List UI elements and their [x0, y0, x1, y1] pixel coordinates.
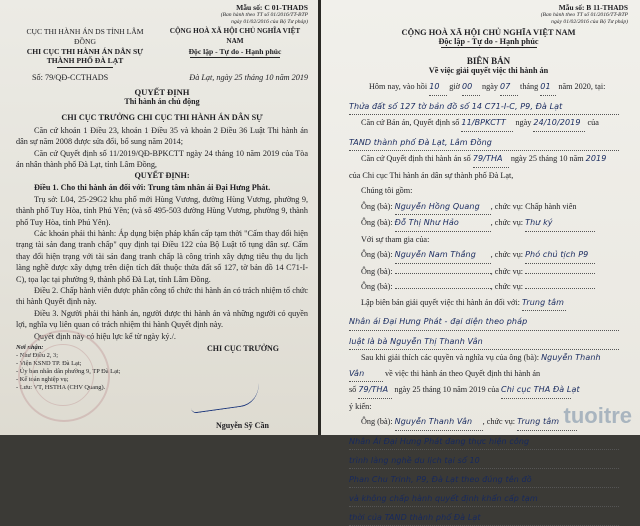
motto-line: Độc lập - Tự do - Hạnh phúc: [188, 46, 282, 56]
participant-row: [349, 199, 628, 216]
person-name: Vân: [349, 366, 383, 383]
court-value: TAND thành phố Đà Lạt, Lâm Đồng: [349, 135, 619, 152]
effect-clause: Quyết định này có hiệu lực kể từ ngày ký./.: [34, 331, 176, 341]
minutes-document: [321, 0, 640, 522]
participant-name: Đỗ Thị Như Hảo: [395, 215, 491, 232]
blank-field: [395, 288, 491, 289]
divider: [190, 57, 280, 58]
subject-value: luật là bà Nguyễn Thị Thanh Vân: [349, 334, 619, 351]
text: Căn cứ Bản án, Quyết định số: [361, 118, 460, 127]
blank-field: [525, 288, 595, 289]
text: ngày 25 tháng 10 năm: [510, 154, 584, 163]
text: năm: [558, 82, 573, 91]
document-header: [16, 27, 308, 68]
signer-title: CHI CỤC TRƯỞNG: [206, 344, 279, 354]
text: Ông (bà):: [361, 266, 393, 276]
decision-subtitle: Thi hành án chủ động: [124, 96, 200, 106]
minutes-subtitle: Về việc giải quyết việc thi hành án: [428, 66, 549, 75]
day-value: 07: [500, 79, 518, 96]
subject-row: [349, 295, 628, 312]
article-1-body: Trụ sở: L04, 25-29G2 khu phố mới Hùng Vương, đường Hùng Vương, phường 9, thành phố Tuy Hòa, tỉnh Phú Yên; (và số 495-503 đường Hùng Vương, phường 9, thành phố Tuy Hòa, tỉnh Phú Yên).: [16, 194, 308, 227]
text: của: [587, 118, 599, 127]
text: Lập biên bản giải quyết việc thi hành án đối với:: [361, 297, 520, 307]
minute-value: 00: [462, 79, 480, 96]
issuing-organization: [16, 27, 154, 68]
national-motto: [162, 27, 308, 68]
decision-number: Số: 79/QĐ-CCTHADS: [32, 73, 109, 83]
recipient: - Kế toán nghiệp vụ;: [16, 376, 69, 384]
opinion-text: Phan Chu Trinh, P9, Đà Lạt theo đúng tên đồ: [349, 473, 619, 488]
judgment-date: 24/10/2019: [533, 115, 585, 132]
attendee-name: Nguyễn Nam Thắng: [395, 247, 491, 264]
opinion-text: thời của TAND thành phố Đà Lạt: [349, 511, 619, 526]
form-note: ngày 01/02/2016 của Bộ Tư pháp): [551, 19, 628, 25]
form-code: Mẫu số: C 01-THADS: [236, 3, 308, 12]
form-code: Mẫu số: B 11-THADS: [558, 3, 628, 12]
subject-value: Trung tâm: [522, 295, 566, 312]
text: Ông (bà):: [361, 282, 393, 291]
person-name: Nguyễn Thanh: [541, 353, 601, 362]
judgment-number: 11/BPKCTT: [461, 115, 513, 132]
text: giờ: [449, 82, 460, 91]
participant-role: Chấp hành viên: [525, 201, 577, 211]
year-value: 2020, tại:: [574, 82, 606, 91]
recipients-title: Nơi nhận:: [16, 344, 44, 352]
decision-number: 79/THA: [473, 151, 509, 168]
number-date-row: [16, 72, 308, 84]
text: Sau khi giải thích các quyền và nghĩa vụ của ông (bà):: [361, 353, 540, 362]
recipient: - Ủy ban nhân dân phường 9, TP Đà Lạt;: [16, 368, 121, 376]
text: Căn cứ Quyết định thi hành án số: [361, 154, 471, 163]
official-seal: [18, 330, 110, 422]
text: Ông (bà):: [361, 218, 393, 227]
participant-row: [349, 215, 628, 232]
subject-value: Nhân ái Đại Hưng Phát - đại diện theo pháp: [349, 314, 619, 331]
issuing-office: của Chi cục Thi hành án dân sự thành phố Đà Lạt,: [349, 170, 514, 180]
legal-basis: Căn cứ Quyết định số 11/2019/QĐ-BPKCTT ngày 24 tháng 10 năm 2019 của Tòa án nhân thành phố Đà Lạt, tỉnh Lâm Đồng,: [16, 148, 308, 169]
text: về việc thi hành án theo Quyết định thi hành án: [385, 368, 541, 378]
minutes-title: BIÊN BẢN: [466, 56, 511, 66]
divider: [441, 47, 537, 48]
participant-name: Nguyễn Hồng Quang: [395, 199, 491, 216]
opinion-text: Trung tâm: [517, 414, 577, 431]
text: , chức vụ:: [490, 250, 524, 259]
recipient: - Như Điều 2, 3;: [16, 352, 58, 360]
text: Ông (bà):: [361, 250, 393, 259]
text: , chức vụ:: [490, 201, 524, 211]
opinion-heading: ý kiến:: [349, 401, 372, 411]
person-name: Nguyễn Thanh Vân: [395, 414, 483, 431]
article-2: Điều 2. Chấp hành viên được phân công tổ chức thi hành án có trách nhiệm tổ chức thi hành Quyết định này.: [16, 286, 308, 307]
divider: [57, 67, 113, 68]
form-note: (Ban hành theo TT số 01/2016/TT-BTP: [540, 12, 628, 18]
text: ngày: [482, 82, 498, 91]
attendee-role: Phó chủ tịch P9: [525, 247, 595, 264]
text: ngày: [515, 118, 532, 127]
meeting-time: [349, 79, 628, 96]
nation-line: CỘNG HOÀ XÃ HỘI CHỦ NGHĨA VIỆT NAM: [169, 27, 301, 45]
org-line: CHI CỤC THI HÀNH ÁN DÂN SỰ: [26, 46, 144, 56]
opinion-text: Nhân Ái Đại Hưng Phát đang thực hiện công: [349, 435, 619, 450]
participants-heading: Chúng tôi gồm:: [361, 186, 413, 195]
month-value: 01: [540, 79, 556, 96]
article-1: Điều 1. Cho thi hành án đối với: Trung tâm nhân ái Đại Hưng Phát.: [34, 183, 271, 193]
attendee-row: [349, 247, 628, 264]
text: , chức vụ:: [490, 266, 524, 276]
legal-basis: Căn cứ khoản 1 Điều 23, khoản 1 Điều 35 và khoản 2 Điều 36 Luật Thi hành án dân sự năm 2008 được sửa đổi, bổ sung năm 2014;: [16, 125, 308, 147]
org-line: THÀNH PHỐ ĐÀ LẠT: [46, 56, 124, 66]
explanation-row: [349, 366, 628, 383]
office-value: Chi cục THA Đà Lạt: [501, 382, 571, 399]
hour-value: 10: [429, 79, 447, 96]
text: ngày 25 tháng 10 năm 2019 của: [394, 385, 499, 394]
attendee-row: [349, 279, 628, 295]
decision-title: QUYẾT ĐỊNH: [134, 86, 190, 97]
blank-field: [395, 273, 491, 274]
text: , chức vụ:: [482, 417, 516, 426]
recipient: - Lưu: VT, HSTHA (CHV Quang).: [16, 384, 106, 392]
text: , chức vụ:: [490, 218, 524, 227]
attendee-row: [349, 264, 628, 280]
text: Hôm nay, vào hồi: [369, 82, 428, 91]
text: Ông (bà):: [361, 417, 393, 426]
motto-line: Độc lập - Tự do - Hạnh phúc: [438, 37, 539, 46]
watermark-logo: tuoitre: [563, 403, 632, 428]
article-1-measure: Các khoản phải thi hành: Áp dụng biện pháp khẩn cấp tạm thời "Cấm thay đổi hiện trạng tài sản đang tranh chấp" quy định tại Điều 122 của Bộ Luật tố tụng dân sự. Cấm thay đổi hiện trạng với tài sản đang tranh chấp là công trình xây dựng tiêu thụ du lịch làng nghề được xây dựng trên diện tích đất thuộc thửa đất số 127, tờ bản đồ 14 C71-I-C), tọa lạc tại phường 9, thành phố Đà Lạt, tỉnh Lâm Đồng.: [16, 229, 308, 284]
nation-line: CỘNG HOÀ XÃ HỘI CHỦ NGHĨA VIỆT NAM: [401, 28, 576, 37]
explanation-row: [349, 350, 628, 366]
decision-date: Đà Lạt, ngày 25 tháng 10 năm 2019: [189, 73, 308, 83]
participant-role: Thư ký: [525, 215, 595, 232]
form-note: (Ban hành theo TT số 01/2016/TT-BTP: [220, 12, 308, 18]
explanation-row: [349, 382, 628, 399]
text: Ông (bà):: [361, 201, 393, 211]
text: số: [349, 385, 357, 394]
decision-number: 79/THA: [358, 382, 392, 399]
org-line: CỤC THI HÀNH ÁN DS TỈNH LÂM ĐỒNG: [26, 27, 144, 46]
decision-year: 2019: [585, 154, 607, 163]
attendees-heading: Với sự tham gia của:: [361, 234, 430, 244]
authority: CHI CỤC TRƯỞNG CHI CỤC THI HÀNH ÁN DÂN SỰ: [61, 112, 263, 122]
opinion-text: và không chấp hành quyết định khẩn cấp tạm: [349, 492, 619, 507]
article-3: Điều 3. Người phải thi hành án, người được thi hành án và những người có quyền lợi, nghĩa vụ liên quan có trách nhiệm thi hành Quyết định này.: [16, 308, 308, 330]
location-value: Thửa đất số 127 tờ bản đồ số 14 C71-I-C, P9, Đà Lạt: [349, 99, 619, 116]
text: tháng: [520, 82, 539, 91]
form-note: ngày 01/02/2016 của Bộ Tư pháp): [231, 19, 308, 25]
text: , chức vụ:: [490, 282, 524, 291]
recipient: - Viện KSND TP. Đà Lạt;: [16, 360, 82, 368]
decision-document: [0, 0, 318, 435]
judgment-basis: [349, 115, 628, 132]
signer-name: Nguyễn Sỹ Cần: [216, 421, 269, 430]
decide-heading: QUYẾT ĐỊNH:: [134, 171, 190, 181]
opinion-text: trình làng nghề du lịch tại số 10: [349, 454, 619, 469]
blank-field: [525, 273, 595, 274]
enforcement-decision: [349, 151, 628, 168]
